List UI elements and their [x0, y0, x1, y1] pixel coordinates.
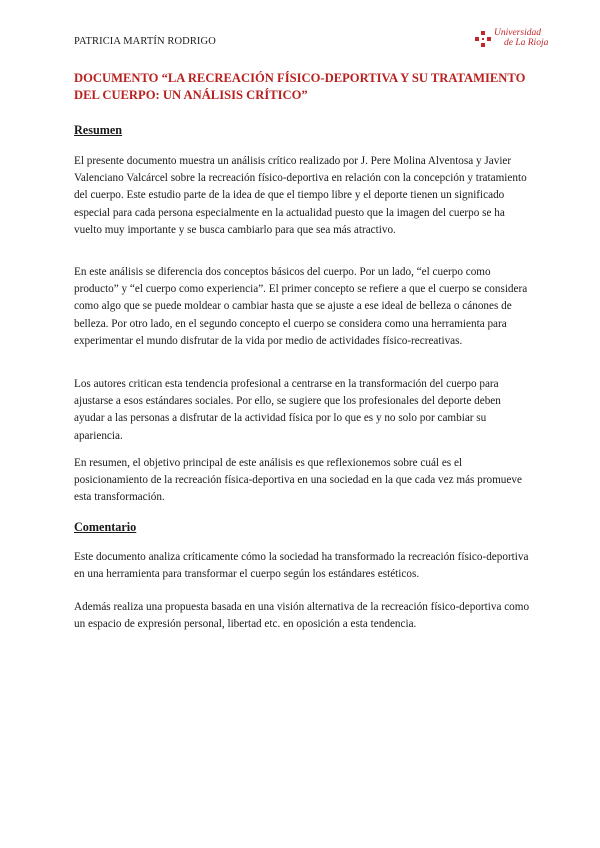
resumen-paragraph-1: El presente documento muestra un análisis crítico realizado por J. Pere Molina Alventosa y Javier Valenciano Valcárcel sobre la recreación físico-deportiva en relación con la concepción y tratamiento del cuerpo. Este estudio parte de la idea de que el tiempo libre y el deporte tienen un significado especial para cada persona especialmente en la actualidad puesto que la imagen del cuerpo se ha vuelto muy importante y se busca cambiarlo para que sea más atractivo. — [74, 155, 527, 236]
comentario-paragraph-1: Este documento analiza críticamente cómo la sociedad ha transformado la recreación físico-deportiva en una herramienta para transformar el cuerpo según los estándares estéticos. — [74, 551, 529, 581]
university-logo — [474, 28, 554, 50]
logo-line-1: Universidad — [494, 28, 541, 38]
resumen-paragraph-4: En resumen, el objetivo principal de este análisis es que reflexionemos sobre cuál es el posicionamiento de la recreación física-deportiva en una sociedad en la que cada vez más promueve esta transformación. — [74, 457, 522, 504]
author-name: PATRICIA MARTÍN RODRIGO — [74, 36, 216, 47]
university-crest-icon — [474, 30, 492, 48]
comentario-heading: Comentario — [74, 520, 137, 534]
comentario-paragraph-2: Además realiza una propuesta basada en una visión alternativa de la recreación físico-deportiva como un espacio de expresión personal, libertad etc. en oposición a esta tendencia. — [74, 601, 530, 631]
document-title: DOCUMENTO “LA RECREACIÓN FÍSICO-DEPORTIVA Y SU TRATAMIENTO DEL CUERPO: UN ANÁLISIS CRÍTICO” — [74, 71, 526, 102]
logo-line-2: de La Rioja — [504, 38, 549, 48]
resumen-paragraph-3: Los autores critican esta tendencia profesional a centrarse en la transformación del cuerpo para ajustarse a esos estándares sociales. Por ello, se sugiere que los profesionales del deporte deben ayudar a las personas a disfrutar de la actividad física por lo que es y no solo por cambiar su apariencia. — [74, 378, 501, 442]
resumen-paragraph-2: En este análisis se diferencia dos conceptos básicos del cuerpo. Por un lado, “el cuerpo como producto” y “el cuerpo como experiencia”. El primer concepto se refiere a que el cuerpo se considera como algo que se puede moldear o cambiar hasta que se ajuste a ese ideal de belleza o cánones de belleza. Por otro lado, en el segundo concepto el cuerpo se considera como una herramienta para experimentar el mundo disfrutar de la vida por medio de actividades físico-recreativas. — [74, 266, 528, 347]
resumen-heading: Resumen — [74, 123, 123, 137]
